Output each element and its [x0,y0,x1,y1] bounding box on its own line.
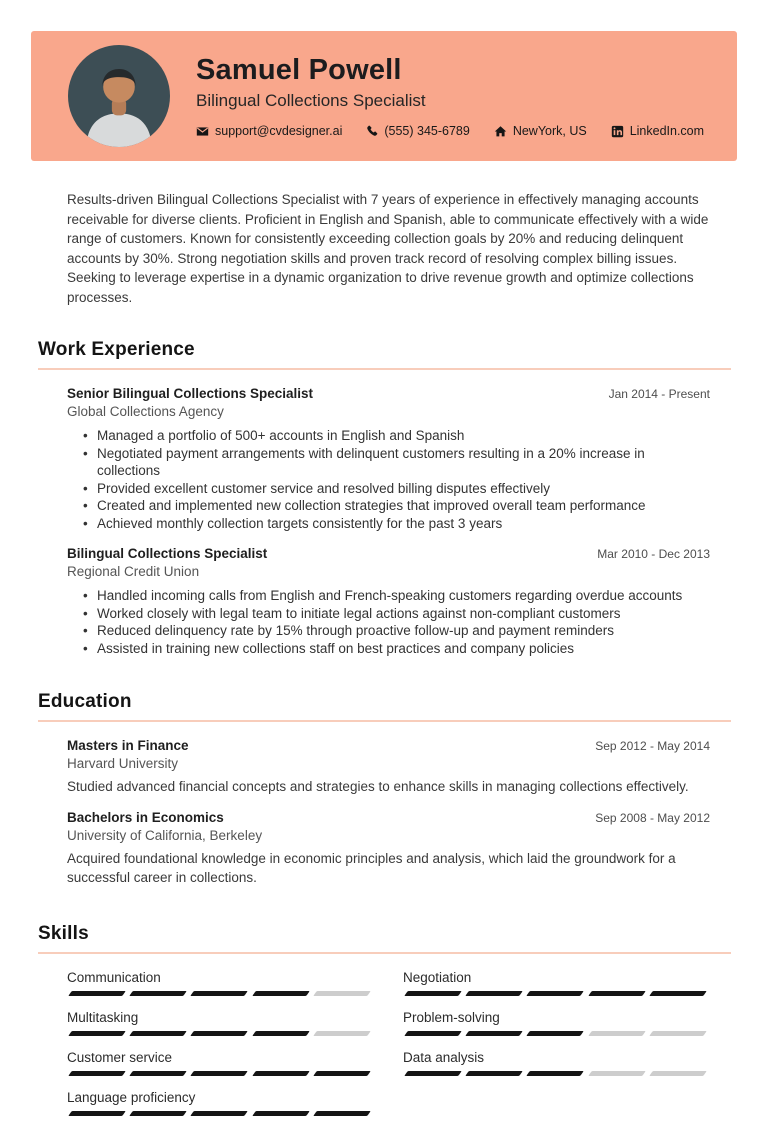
skill-name: Data analysis [403,1050,485,1065]
section-education [38,691,731,887]
job-bullet: • Managed a portfolio of 500+ accounts in English and Spanish [67,427,710,445]
section-heading-education: Education [38,691,132,712]
skills-grid [38,969,731,1129]
skill-name: Language proficiency [67,1090,196,1105]
contact-location-text: NewYork, US [512,124,587,138]
contact-email-text: support@cvdesigner.ai [215,124,343,138]
skill-item [67,1089,372,1116]
job-bullet: • Assisted in training new collections staff on best practices and company policies [67,640,710,658]
skills-column-left [67,969,372,1129]
job-entry-header [67,545,710,562]
profile-photo [68,45,170,147]
skill-name: Negotiation [403,970,472,985]
section-heading-work: Work Experience [38,339,195,360]
job-title: Senior Bilingual Collections Specialist [67,386,314,401]
education-entry [38,737,731,796]
school-name: Harvard University [67,756,179,771]
email-icon [196,125,209,138]
contact-row [196,124,704,138]
degree-title: Bachelors in Economics [67,810,224,825]
header-text-block [196,54,704,138]
education-entry-header [67,809,710,826]
skill-level-bar [67,1111,372,1116]
home-icon [494,125,507,138]
job-company: Regional Credit Union [67,564,200,579]
job-dates: Mar 2010 - Dec 2013 [597,547,710,561]
skill-name: Problem-solving [403,1010,500,1025]
job-company: Global Collections Agency [67,404,224,419]
job-bullet: • Provided excellent customer service and resolved billing disputes effectively [67,480,710,498]
job-bullet: • Achieved monthly collection targets consistently for the past 3 years [67,515,710,533]
contact-location[interactable] [494,124,587,138]
skill-level-bar [67,991,372,996]
contact-phone[interactable] [366,124,469,138]
contact-linkedin[interactable] [611,124,704,138]
contact-phone-text: (555) 345-6789 [384,124,470,138]
section-divider [38,368,731,370]
job-bullet-list [67,427,710,532]
phone-icon [366,125,378,137]
job-bullet-list [67,587,710,657]
section-work-experience [38,339,731,657]
job-entry [38,385,731,532]
profile-photo-illustration [68,45,170,147]
skill-item [403,1049,708,1076]
school-name: University of California, Berkeley [67,828,263,843]
skill-item [67,1009,372,1036]
job-bullet: • Created and implemented new collection strategies that improved overall team performance [67,497,710,515]
candidate-title: Bilingual Collections Specialist [196,91,426,110]
skill-level-bar [403,991,708,996]
job-dates: Jan 2014 - Present [608,387,710,401]
section-divider [38,952,731,954]
skill-level-bar [403,1031,708,1036]
skill-item [403,969,708,996]
candidate-name: Samuel Powell [196,54,402,86]
education-dates: Sep 2012 - May 2014 [595,739,710,753]
section-divider [38,720,731,722]
contact-linkedin-text: LinkedIn.com [629,124,705,138]
job-bullet: • Handled incoming calls from English and French-speaking customers regarding overdue accounts [67,587,710,605]
skill-item [67,1049,372,1076]
skill-level-bar [403,1071,708,1076]
contact-email[interactable] [196,124,342,138]
education-description: Studied advanced financial concepts and strategies to enhance skills in managing collections effectively. [67,779,689,794]
education-entry [38,809,731,887]
section-skills [38,923,731,1129]
job-bullet: • Worked closely with legal team to initiate legal actions against non-compliant customers [67,605,710,623]
job-title: Bilingual Collections Specialist [67,546,268,561]
skill-level-bar [67,1071,372,1076]
degree-title: Masters in Finance [67,738,189,753]
skill-item [403,1009,708,1036]
skill-item [67,969,372,996]
job-entry [38,545,731,657]
summary-text: Results-driven Bilingual Collections Specialist with 7 years of experience in effectively managing accounts receivable for diverse clients. Proficient in English and Spanish, able to communicate effectively with a wide range of customers. Known for consistently exceeding collection goals by 20% and reducing delinquent accounts by 30%. Strong negotiation skills and proven track record of resolving complex billing issues. Seeking to leverage expertise in a dynamic organization to drive revenue growth and optimize collections processes. [67,192,709,305]
education-entry-header [67,737,710,754]
resume-page [0,31,768,1109]
skill-level-bar [67,1031,372,1036]
education-description: Acquired foundational knowledge in economic principles and analysis, which laid the groundwork for a successful career in collections. [67,851,676,885]
education-dates: Sep 2008 - May 2012 [595,811,710,825]
job-entry-header [67,385,710,402]
job-bullet: • Negotiated payment arrangements with delinquent customers resulting in a 20% increase in collections [67,445,710,480]
job-bullet: • Reduced delinquency rate by 15% through proactive follow-up and payment reminders [67,622,710,640]
skill-name: Communication [67,970,161,985]
section-heading-skills: Skills [38,923,89,944]
skill-name: Customer service [67,1050,173,1065]
skill-name: Multitasking [67,1010,139,1025]
linkedin-icon [611,125,624,138]
resume-header [31,31,737,161]
skills-column-right [403,969,708,1129]
